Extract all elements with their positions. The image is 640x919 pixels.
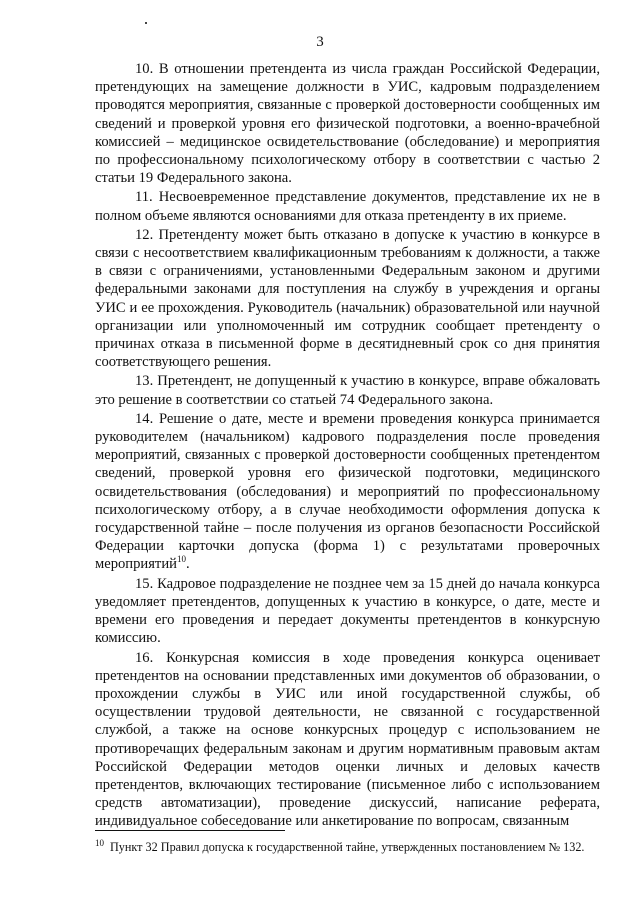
paragraph-11	[95, 188, 600, 224]
footnote-text: Пункт 32 Правил допуска к государственной тайне, утвержденных постановлением № 132.	[110, 840, 585, 854]
scan-speck	[145, 22, 147, 24]
paragraph-text: 14. Решение о дате, месте и времени проведения конкурса принимается руководителем (начальником) кадрового подразделения после проведения мероприятий, связанных с проверкой достоверности сообщенных претендентом сведений, проверкой уровня его физической подготовки, медицинского освидетельствования (обследования) и мероприятий по профессиональному психологическому отбору, а в случае необходимости оформления допуска к государственной тайне – после получения из органов безопасности Российской Федерации карточки допуска (форма 1) с результатами проверочных мероприятий	[95, 410, 600, 573]
paragraph-tail: .	[185, 556, 190, 573]
paragraph-14	[95, 410, 600, 574]
footnote-separator	[95, 830, 285, 831]
paragraph-text: 15. Кадровое подразделение не позднее чем за 15 дней до начала конкурса уведомляет претендентов, допущенных к участию в конкурсе, о дате, месте и времени его проведения и передает документы претендентов в конкурсную комиссию.	[95, 575, 600, 647]
footnote-number: 10	[95, 837, 104, 848]
paragraph-text: 10. В отношении претендента из числа граждан Российской Федерации, претендующих на замещение должности в УИС, кадровым подразделением проводятся мероприятия, связанные с проверкой достоверности сообщенных им сведений и проверкой уровня его физической подготовки, а военно-врачебной комиссией – медицинское освидетельствование (обследование) и мероприятия по профессиональному психологическому отбору в соответствии с частью 2 статьи 19 Федерального закона.	[95, 61, 600, 187]
paragraph-15	[95, 575, 600, 648]
document-body	[95, 60, 600, 832]
paragraph-16	[95, 649, 600, 831]
paragraph-13	[95, 372, 600, 408]
paragraph-10	[95, 60, 600, 187]
paragraph-text: 11. Несвоевременное представление документов, представление их не в полном объеме являются основаниями для отказа претенденту в их приеме.	[95, 189, 600, 224]
paragraph-text: 16. Конкурсная комиссия в ходе проведения конкурса оценивает претендентов на основании представленных ими документов об образовании, о прохождении службы в УИС или иной государственной службы, об осуществлении трудовой деятельности, не связанной с государственной службой, а также на основе конкурсных процедур с использованием не противоречащих федеральным законам и другим нормативным правовым актам Российской Федерации методов оценки личных и деловых качеств претендентов, включающих тестирование (письменное либо с использованием средств автоматизации), проведение дискуссий, написание реферата, индивидуальное собеседование или анкетирование по вопросам, связанным	[95, 649, 600, 830]
paragraph-12	[95, 226, 600, 372]
page-number: 3	[316, 34, 324, 50]
paragraph-text: 12. Претенденту может быть отказано в допуске к участию в конкурсе в связи с несоответствием квалификационным требованиям к должности, а также в связи с ограничениями, установленными Федеральным законом и другими федеральными законами для поступления на службу в учреждения и органы УИС и ее прохождения. Руководитель (начальник) образовательной или научной организации или уполномоченный им сотрудник сообщает претенденту о причинах отказа в письменной форме в десятидневный срок со дня принятия соответствующего решения.	[95, 226, 600, 371]
paragraph-text: 13. Претендент, не допущенный к участию в конкурсе, вправе обжаловать это решение в соответствии со статьей 74 Федерального закона.	[95, 373, 600, 408]
footnote	[95, 837, 600, 856]
footnote-reference: 10	[176, 554, 186, 565]
